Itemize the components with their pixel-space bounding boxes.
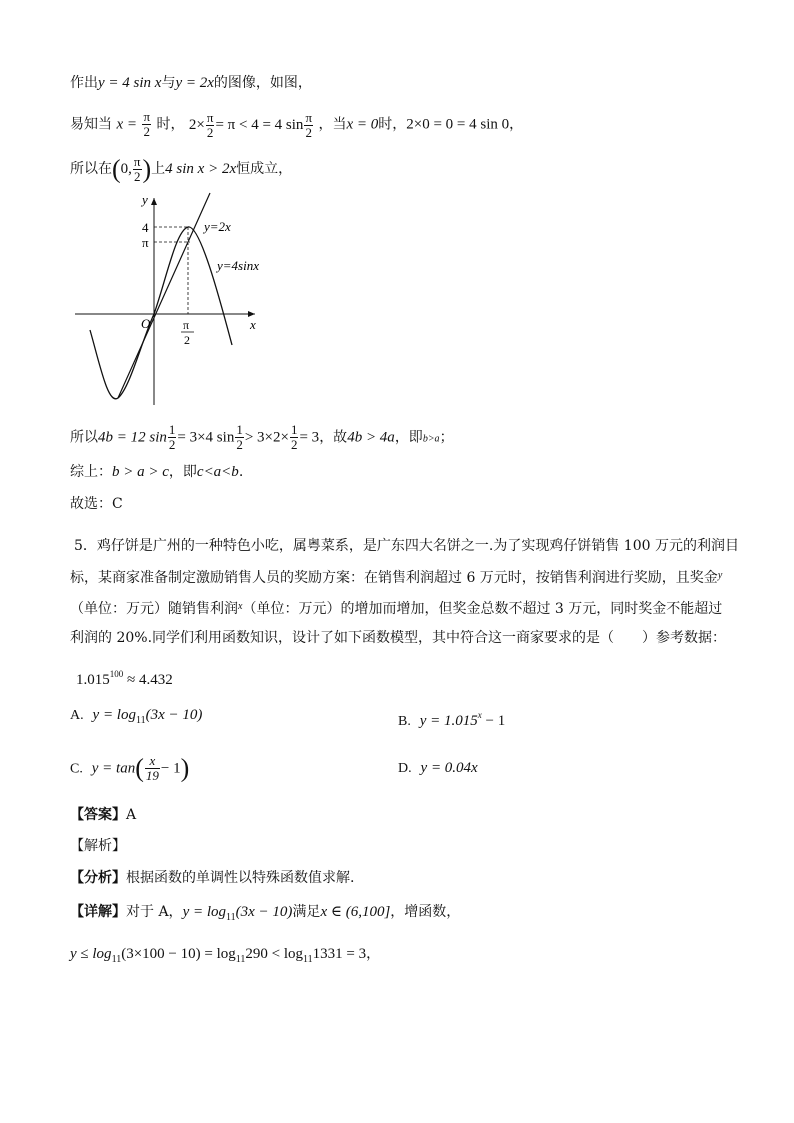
interval: (0, $\frac{\pi}{2}$ ) — [112, 154, 152, 184]
option-b — [398, 705, 505, 732]
text: 满足 — [292, 904, 321, 920]
formula-inequality: 4 sin x > 2x — [165, 160, 237, 177]
text: ，即 — [394, 429, 423, 446]
text: 与 — [161, 75, 176, 91]
formula: = 3 — [299, 429, 320, 446]
x-axis-label: x — [250, 317, 256, 332]
text: 作出 — [70, 75, 98, 91]
ref-val: ≈ 4.432 — [127, 672, 173, 688]
fenxi-tag: 【分析】 — [70, 870, 126, 886]
tick-pi2-num: π — [183, 318, 190, 332]
ref-exp: 100 — [109, 669, 124, 679]
text: y = 1.015 — [419, 713, 478, 729]
option-c-label: C. — [70, 761, 83, 777]
text: 标，某商家准备制定激励销售人员的奖励方案：在销售利润超过 6 万元时，按销售利润进行奖励，且奖金 — [70, 570, 718, 586]
question-5-line-2 — [70, 566, 722, 588]
conclusion-line-2 — [70, 462, 243, 482]
formula-small: b>a — [422, 433, 440, 445]
intro-line-1 — [70, 73, 312, 93]
line-y-2x — [118, 193, 210, 398]
formula-zero: 2×0 = 0 = 4 sin 0 — [406, 116, 510, 133]
origin-label: O — [141, 316, 151, 331]
var-x: x — [238, 601, 243, 612]
answer-line — [70, 805, 136, 825]
text: y = log — [92, 707, 136, 723]
text: ，当 — [318, 116, 347, 133]
tick-pi2-den: 2 — [184, 333, 190, 347]
x-eq-0: x = 0 — [346, 116, 379, 133]
text: 的图像，如图， — [213, 75, 312, 91]
fraction-half: $\frac{1}{2}$ — [236, 422, 243, 452]
subscript: 11 — [111, 954, 122, 965]
var-y: y — [717, 570, 723, 581]
formula: > 3×2× — [244, 429, 289, 446]
text: （单位：万元）随销售利润 — [70, 601, 238, 617]
text: ，增函数， — [390, 904, 461, 920]
text: ； — [439, 429, 454, 446]
fraction-pi-over-2: $\frac{\pi}{2}$ — [143, 109, 151, 139]
answer-tag: 【答案】 — [70, 807, 126, 823]
y-axis-label: y — [142, 192, 148, 207]
question-5-line-4: 利润的 20%.同学们利用函数知识，设计了如下函数模型，其中符合这一商家要求的是（ ）参考数据： — [70, 630, 727, 646]
formula: = 3×4 sin — [177, 429, 235, 446]
fraction-half: $\frac{1}{2}$ — [290, 422, 298, 452]
formula-comparison: 2× $\frac{\pi}{2}$ = π < 4 = 4 sin $\frac{\pi}{2}$ — [188, 109, 313, 140]
tick-4: 4 — [142, 220, 149, 235]
formula: c<a<b — [196, 464, 239, 480]
text: 易知当 — [70, 116, 112, 133]
text: (3x − 10) — [145, 707, 203, 723]
label-y-2x: y=2x — [204, 219, 231, 234]
text: y = tan — [91, 760, 136, 777]
text: 恒成立， — [236, 160, 293, 177]
subscript: 11 — [235, 954, 246, 965]
text: 时， — [378, 116, 407, 133]
text: ， — [509, 116, 524, 133]
option-d-label: D. — [398, 761, 412, 776]
text: (3×100 − 10) = log — [121, 946, 236, 962]
text: − 1 — [481, 713, 506, 729]
tick-pi: π — [142, 235, 149, 250]
answer-choice-line: 故选：C — [70, 496, 123, 512]
option-a-label: A. — [70, 708, 84, 723]
text: ， — [366, 946, 381, 962]
text: （单位：万元）的增加而增加，但奖金总数不超过 3 万元，同时奖金不能超过 — [242, 601, 723, 617]
formula: 4b = 12 sin — [98, 429, 167, 446]
detail-line — [70, 902, 460, 928]
intro-line-3 — [70, 155, 292, 184]
y-axis-arrow — [151, 198, 157, 205]
text: 所以 — [70, 429, 98, 446]
formula: 4b > 4a — [347, 429, 395, 446]
text: 综上： — [70, 464, 112, 480]
formula: b > a > c — [112, 464, 169, 480]
text: − 1 — [160, 760, 181, 777]
text: ，故 — [319, 429, 348, 446]
formula-4sinx: y = 4 sin x — [98, 75, 162, 91]
text: y ≤ log — [70, 946, 112, 962]
fenxi-text: 根据函数的单调性以特殊函数值求解. — [126, 870, 355, 886]
conclusion-line-1 — [70, 423, 454, 452]
text: . — [238, 464, 244, 480]
analysis-line — [70, 868, 354, 888]
function-graph — [70, 190, 270, 412]
formula-2x: y = 2x — [175, 75, 214, 91]
option-c: C. y = tan( $\frac{x}{19}$ − 1) — [70, 753, 190, 783]
option-b-label: B. — [398, 714, 411, 729]
superscript: x — [477, 710, 482, 720]
subscript: 11 — [135, 715, 146, 726]
x-eq: x = — [116, 116, 137, 133]
analysis-tag: 【解析】 — [70, 838, 126, 854]
text: x ∈ (6,100] — [320, 904, 391, 920]
reference-data — [76, 664, 173, 690]
text: (3x − 10) — [235, 904, 293, 920]
text: 上 — [151, 160, 166, 177]
option-d — [398, 758, 478, 779]
fraction-half: $\frac{1}{2}$ — [168, 422, 176, 452]
text: y = 0.04x — [420, 760, 478, 776]
text: 对于 A， — [126, 904, 183, 920]
label-y-4sinx: y=4sinx — [217, 258, 259, 273]
question-5-line-3 — [70, 597, 722, 619]
denominator: 19 — [145, 768, 159, 783]
subscript: 11 — [303, 954, 313, 965]
question-5-line-1: 5．鸡仔饼是广州的一种特色小吃，属粤菜系，是广东四大名饼之一.为了实现鸡仔饼销售 100 万元的利润目 — [74, 538, 739, 554]
fraction-x-19 — [145, 754, 160, 783]
text: 时， — [156, 116, 185, 133]
answer-value: A — [126, 807, 137, 823]
xiangjie-tag: 【详解】 — [70, 904, 126, 920]
intro-line-2 — [70, 110, 523, 140]
text: 所以在 — [70, 160, 112, 177]
text: ，即 — [168, 464, 197, 480]
subscript: 11 — [226, 912, 236, 923]
ref-base: 1.015 — [76, 672, 110, 688]
text: y = log — [182, 904, 227, 920]
option-a — [70, 705, 202, 731]
curve-4sinx — [90, 227, 232, 399]
numerator: x — [145, 754, 160, 769]
text: 290 < log — [245, 946, 304, 962]
text: 1331 = 3 — [312, 946, 367, 962]
final-line — [70, 944, 380, 970]
